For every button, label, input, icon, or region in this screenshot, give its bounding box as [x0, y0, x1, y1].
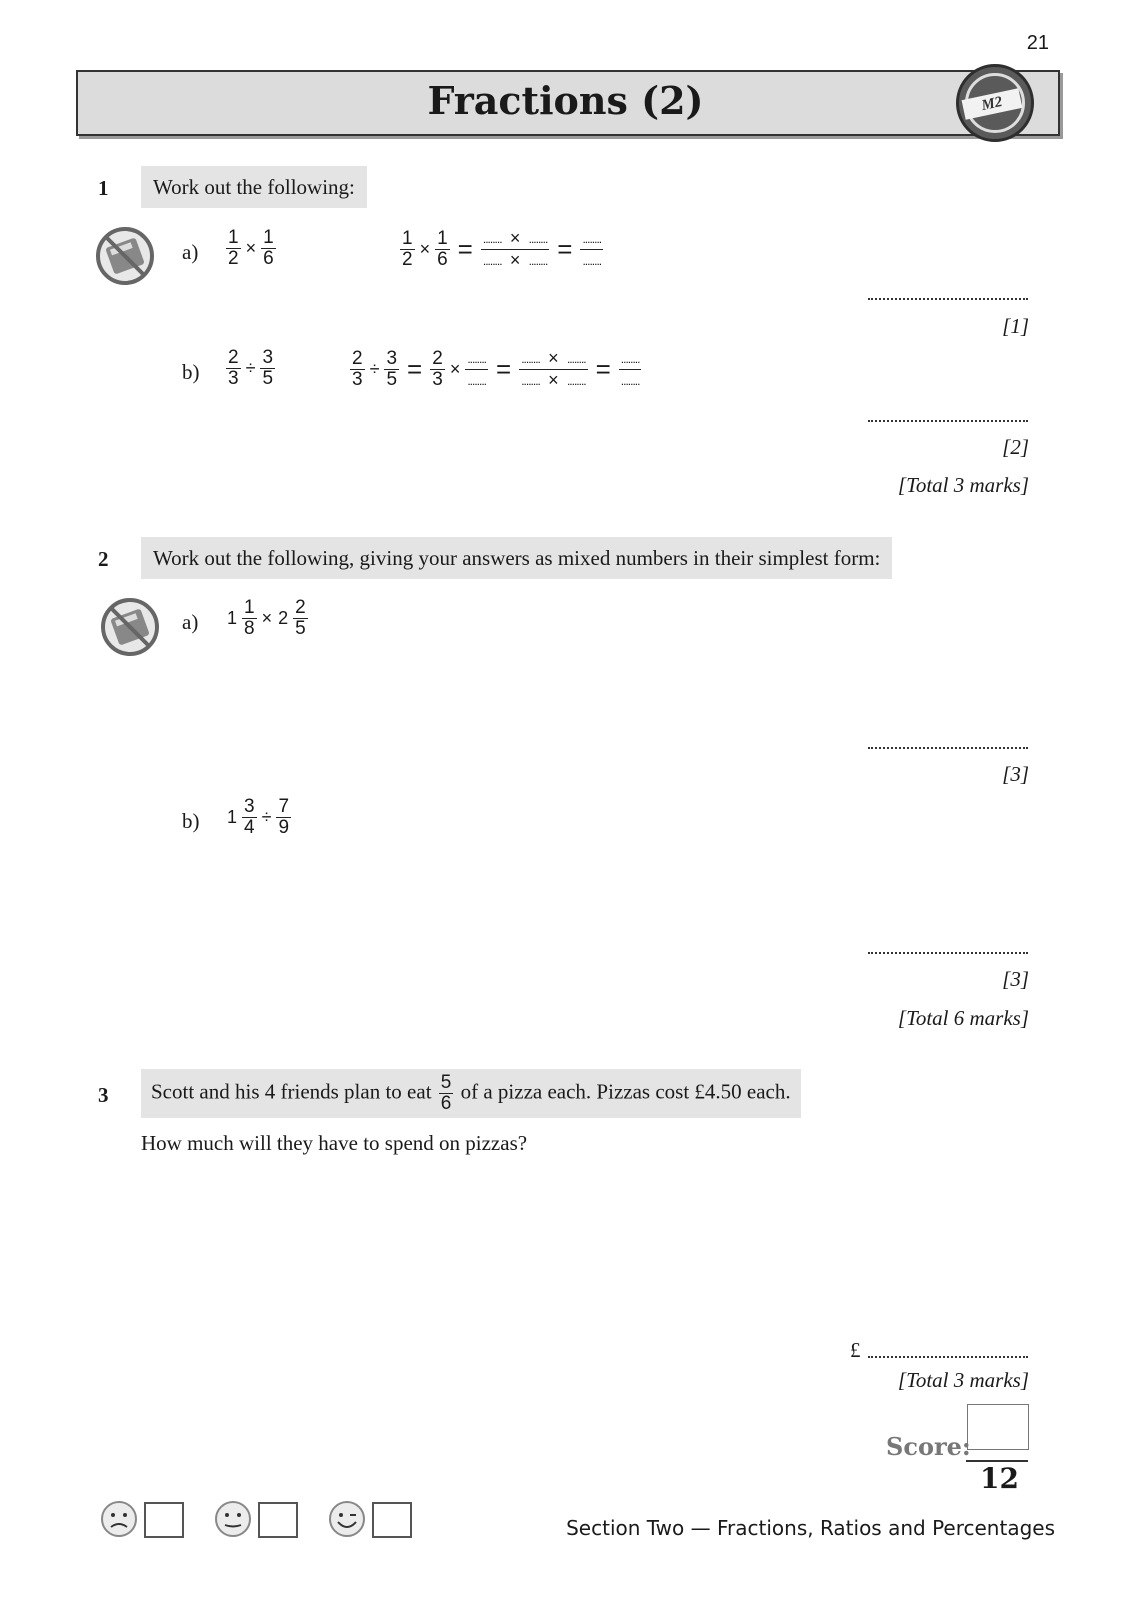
score-total: 12: [980, 1462, 1019, 1495]
marks-label: [3]: [1002, 762, 1029, 786]
fraction: $\frac{1}{2}$: [228, 227, 239, 269]
blank-fraction[interactable]: $\frac{........ \times ........}{........ \times ........}$: [521, 348, 586, 391]
happy-face-icon: [328, 1500, 366, 1538]
q1a-working: $\frac{1}{2}$ × $\frac{1}{6}$ = $\frac{........ \times ........}{........ \times ........}$ = $\frac{........}{........}$: [402, 228, 602, 271]
fraction: $\frac{5}{6}$: [440, 1072, 452, 1114]
question-number: 1: [98, 176, 109, 200]
fraction: $\frac{1}{6}$: [263, 227, 274, 269]
marks-label: [2]: [1002, 435, 1029, 459]
marks-label: [3]: [1002, 967, 1029, 991]
part-label: a): [182, 240, 199, 264]
q2a-expression: 1 $\frac{1}{8}$ × 2 $\frac{2}{5}$: [227, 597, 306, 639]
total-marks: [Total 6 marks]: [897, 1006, 1029, 1030]
question-prompt: Scott and his 4 friends plan to eat $\frac{5}{6}$ of a pizza each. Pizzas cost £4.50 each.: [141, 1069, 801, 1118]
question-number: 2: [98, 547, 109, 571]
question-number: 3: [98, 1083, 109, 1107]
blank-fraction[interactable]: $\frac{........}{........}$: [619, 348, 642, 391]
question-text: How much will they have to spend on pizzas?: [141, 1131, 528, 1155]
happy-tickbox[interactable]: [372, 1502, 412, 1538]
no-calculator-icon: [95, 226, 155, 286]
blank-fraction[interactable]: $\frac{........}{........}$: [580, 228, 603, 271]
sad-tickbox[interactable]: [144, 1502, 184, 1538]
currency-symbol: £: [850, 1338, 861, 1362]
badge-label: M2: [962, 88, 1023, 120]
q1b-expression: $\frac{2}{3}$ ÷ $\frac{3}{5}$: [228, 347, 274, 389]
answer-line[interactable]: [868, 950, 1028, 954]
part-label: b): [182, 809, 200, 833]
page-number: 21: [1026, 32, 1049, 54]
total-marks: [Total 3 marks]: [897, 473, 1029, 497]
score-label: Score:: [886, 1432, 971, 1461]
answer-line[interactable]: [868, 296, 1028, 300]
no-calculator-icon: [100, 597, 160, 657]
sad-face-icon: [100, 1500, 138, 1538]
neutral-tickbox[interactable]: [258, 1502, 298, 1538]
part-label: a): [182, 610, 199, 634]
score-box[interactable]: [967, 1404, 1029, 1450]
section-footer: Section Two — Fractions, Ratios and Percentages: [566, 1516, 1055, 1540]
page-title: Fractions (2): [427, 78, 704, 123]
blank-fraction[interactable]: $\frac{........}{........}$: [465, 348, 488, 391]
neutral-face-icon: [214, 1500, 252, 1538]
q1a-expression: $\frac{1}{2}$ × $\frac{1}{6}$: [228, 227, 274, 269]
q2b-expression: 1 $\frac{3}{4}$ ÷ $\frac{7}{9}$: [227, 796, 290, 838]
section-badge: [956, 64, 1034, 142]
answer-line[interactable]: [868, 745, 1028, 749]
marks-label: [1]: [1002, 314, 1029, 338]
blank-fraction[interactable]: $\frac{........ \times ........}{........ \times ........}$: [482, 228, 548, 271]
total-marks: [Total 3 marks]: [897, 1368, 1029, 1392]
answer-line[interactable]: [868, 418, 1028, 422]
question-prompt: Work out the following:: [141, 166, 367, 208]
answer-line[interactable]: [868, 1354, 1028, 1358]
question-prompt: Work out the following, giving your answers as mixed numbers in their simplest form:: [141, 537, 892, 579]
part-label: b): [182, 360, 200, 384]
q1b-working: $\frac{2}{3}$ ÷ $\frac{3}{5}$ = $\frac{2}{3}$ × $\frac{........}{........}$ = $\frac{........ \times ........}{........ \times ........}$ = $\frac{........}{........}$: [352, 348, 640, 391]
